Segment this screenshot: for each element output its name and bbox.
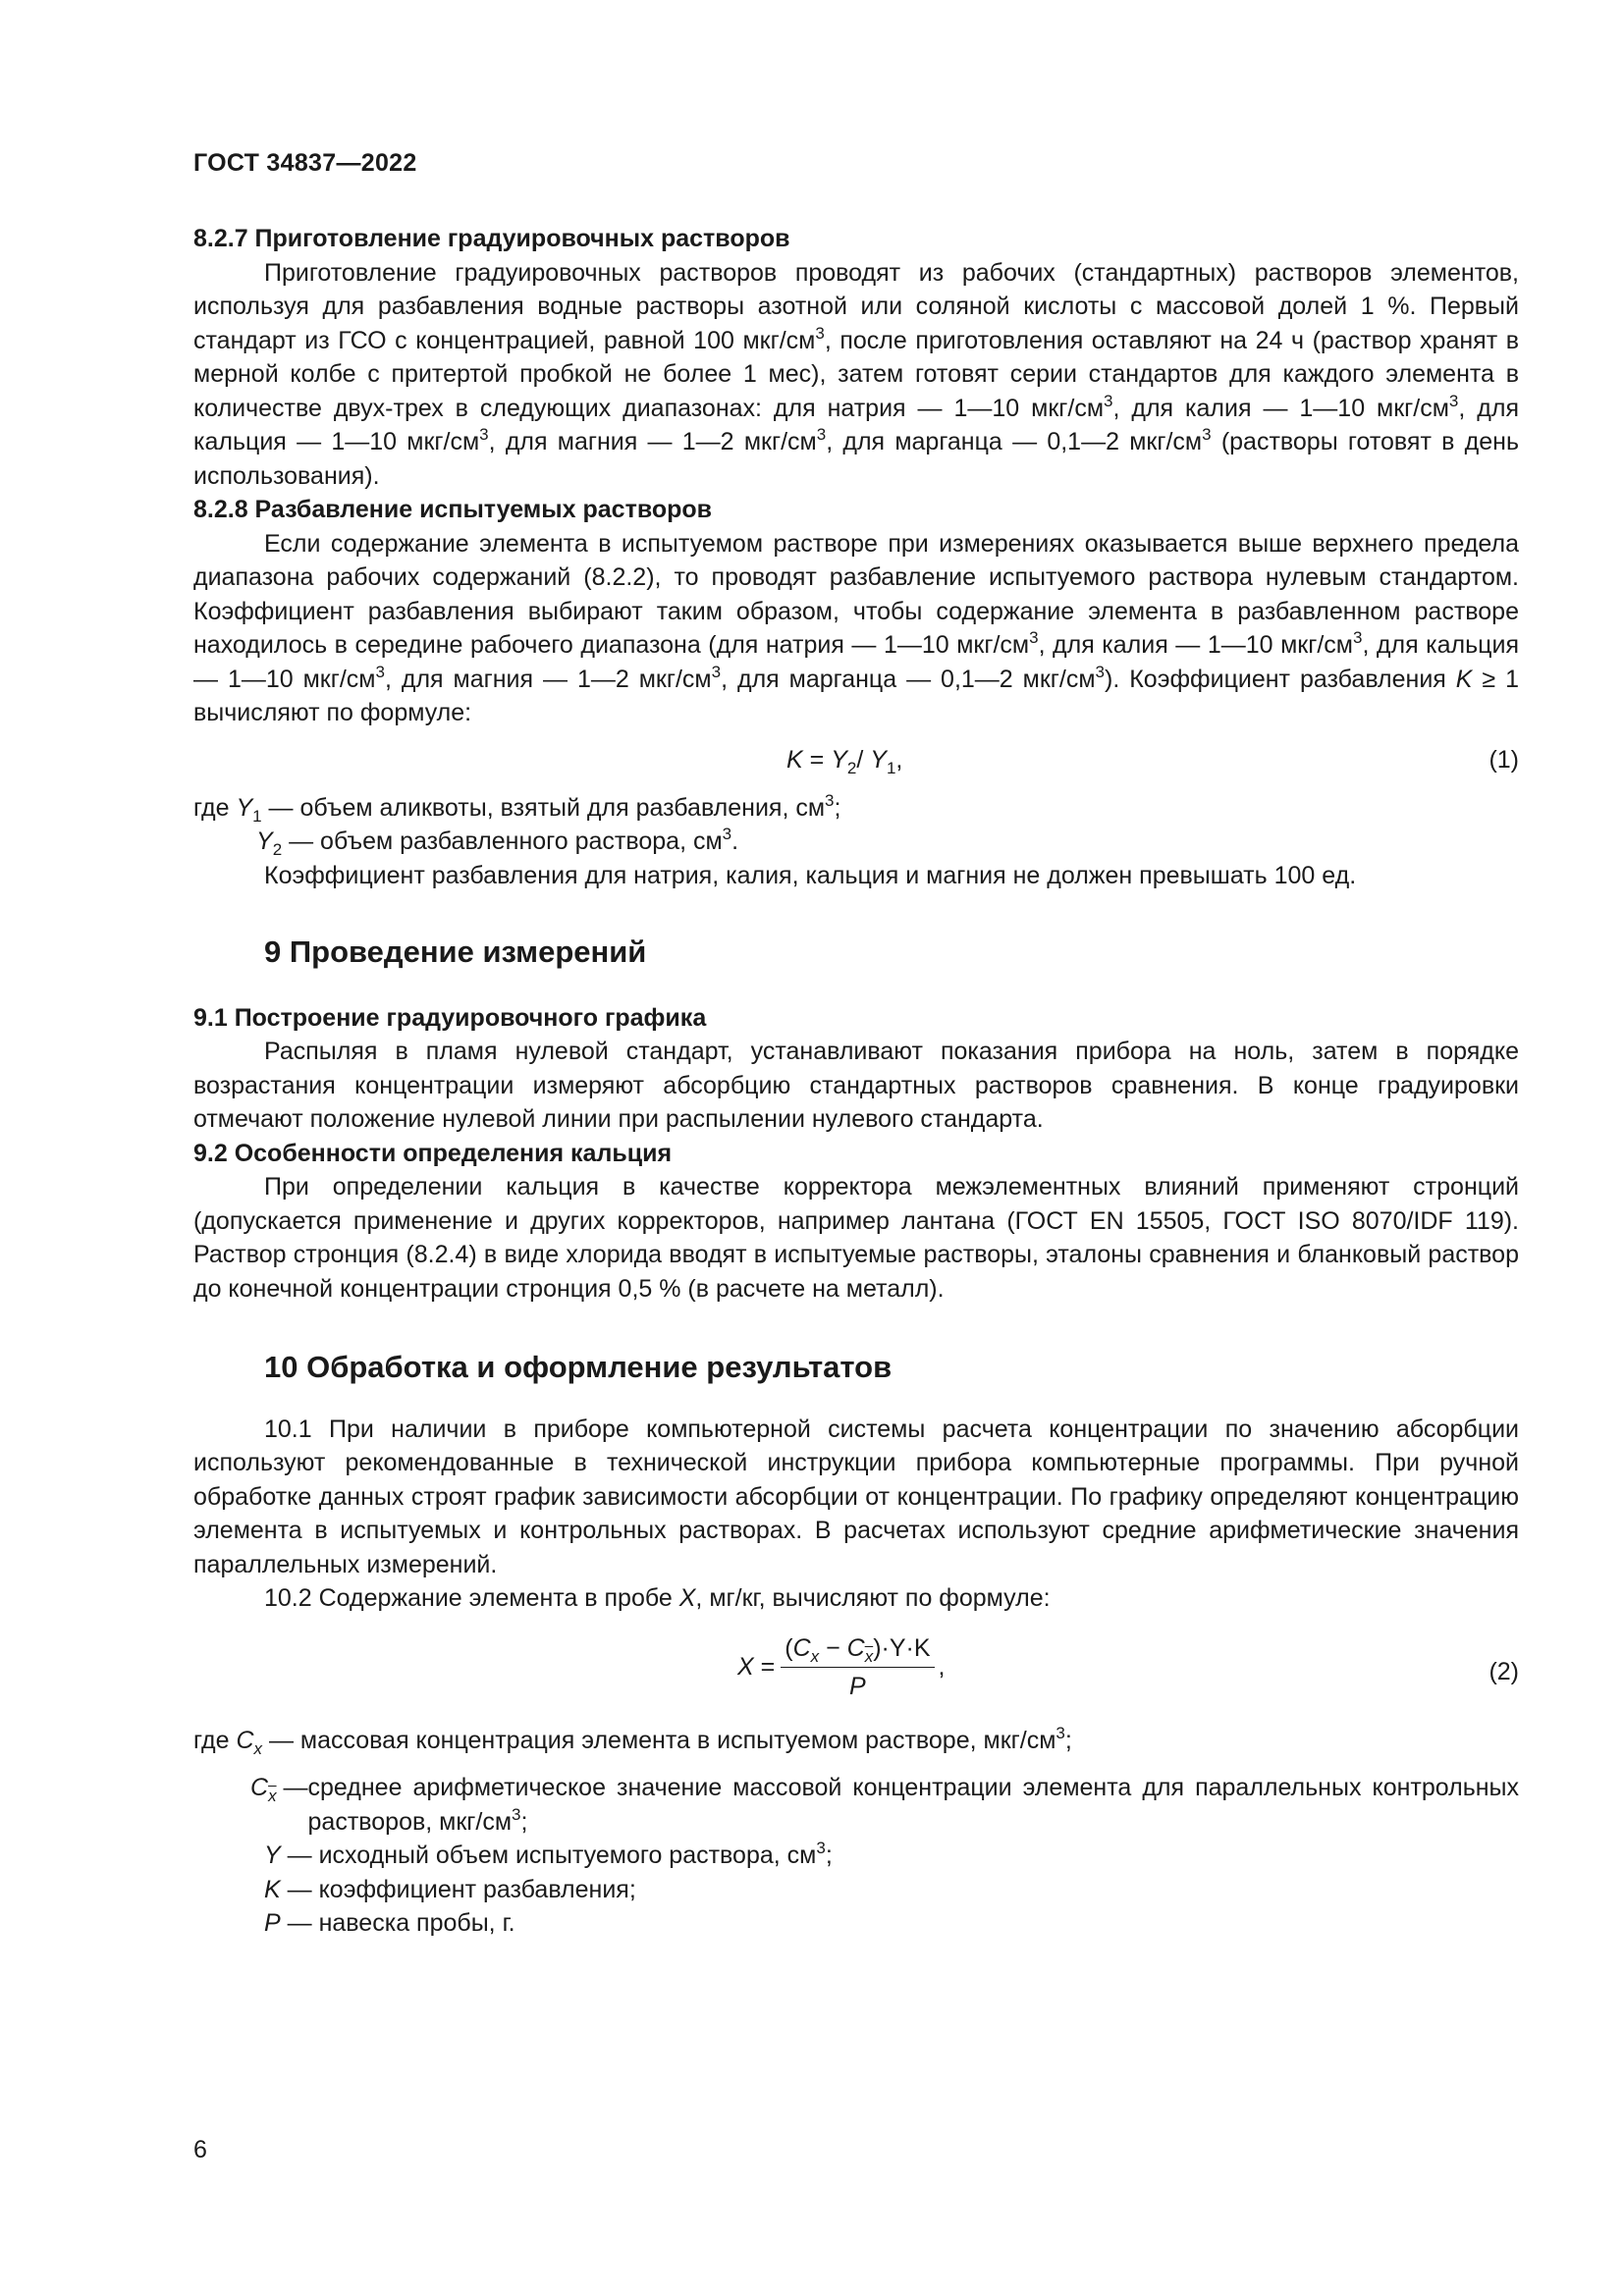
subsection-heading-8-2-7: 8.2.7 Приготовление градуировочных растворов: [193, 225, 790, 252]
formula-2-where-k: K — коэффициент разбавления;: [264, 1875, 636, 1903]
formula-2: [193, 1626, 1519, 1724]
paragraph-10-1: 10.1 При наличии в приборе компьютерной системы расчета концентрации по значению абсорбции используют рекомендованные в технической инструкции прибора компьютерные программы. При ручной обработке данных строят график зависимости абсорбции от концентрации. По графику определяют концентрацию элемента в испытуемых и контрольных растворах. В расчетах используют средние арифметические значения параллельных измерений.: [193, 1415, 1519, 1578]
paragraph-10-2: 10.2 Содержание элемента в пробе X, мг/кг, вычисляют по формуле:: [264, 1584, 1051, 1612]
paragraph-8-2-7: Приготовление градуировочных растворов проводят из рабочих (стандартных) растворов элементов, используя для разбавления водные растворы азотной или соляной кислоты с массовой долей 1 %. Первый стандарт из ГСО с концентрацией, равной 100 мкг/$см^3$, после приготовления оставляют на 24 ч (раствор хранят в мерной колбе с притертой пробкой не более 1 мес), затем готовят серии стандартов для каждого элемента в количестве двух-трех в следующих диапазонах: для натрия — 1—10 мкг/$см^3$, для калия — 1—10 мкг/$см^3$, для кальция — 1—10 мкг/$см^3$, для магния — 1—2 мкг/$см^3$, для марганца — 0,1—2 мкг/$см^3$ (растворы готовят в день использования).: [193, 258, 1520, 490]
formula-2-fraction: [781, 1631, 934, 1704]
formula-2-where-p: P — навеска пробы, г.: [264, 1909, 515, 1937]
formula-2-number: (2): [1489, 1657, 1519, 1685]
subsection-heading-9-2: 9.2 Особенности определения кальция: [193, 1139, 673, 1167]
formula-1-number: (1): [1489, 745, 1519, 774]
formula-2-expression: X = $\frac{(C_x - C_{\overline{x}})\cdot Y\cdot K}{P}$ ,: [737, 1631, 950, 1704]
paragraph-9-1: Распыляя в пламя нулевой стандарт, устанавливают показания прибора на ноль, затем в порядке возрастания концентрации измеряют абсорбцию стандартных растворов сравнения. В конце градуировки отмечают положение нулевой линии при распылении нулевого стандарта.: [193, 1038, 1519, 1133]
paragraph-8-2-8: Если содержание элемента в испытуемом растворе при измерениях оказывается выше верхнего предела диапазона рабочих содержаний (8.2.2), то проводят разбавление испытуемого раствора нулевым стандартом. Коэффициент разбавления выбирают таким образом, чтобы содержание элемента в разбавленном растворе находилось в середине рабочего диапазона (для натрия — 1—10 мкг/$см^3$, для калия — 1—10 мкг/$см^3$, для кальция — 1—10 мкг/$см^3$, для магния — 1—2 мкг/$см^3$, для марганца — 0,1—2 мкг/$см^3$). Коэффициент разбавления K ≥ 1 вычисляют по формуле:: [193, 529, 1519, 726]
formula-2-numerator: $(C_x - C_{\overline{x}})\cdot Y\cdot K$: [781, 1631, 934, 1669]
formula-2-where-y: Y — исходный объем испытуемого раствора, $см^3$;: [264, 1839, 833, 1869]
subsection-heading-8-2-8: 8.2.8 Разбавление испытуемых растворов: [193, 496, 713, 523]
document-header: ГОСТ 34837—2022: [193, 149, 417, 177]
page-number: 6: [193, 2136, 207, 2163]
section-heading-10: 10 Обработка и оформление результатов: [264, 1350, 893, 1384]
formula-1: [193, 730, 1519, 791]
formula-1-where-y2: $Y_2$ — объем разбавленного раствора, $см^3$.: [256, 825, 739, 859]
dilution-note: Коэффициент разбавления для натрия, калия, кальция и магния не должен превышать 100 ед.: [264, 861, 1357, 889]
formula-1-expression: $K = Y_2/$ $Y_1$,: [786, 745, 903, 777]
subsection-heading-9-1: 9.1 Построение градуировочного графика: [193, 1003, 707, 1032]
formula-2-where-cx-mean: $C_{\overline{x}}$ — среднее арифметическое значение массовой концентрации элемента для параллельных контрольных растворов, мкг/$см^3$;: [250, 1774, 1519, 1836]
paragraph-9-2: При определении кальция в качестве корректора межэлементных влияний применяют стронций (допускается применение и других корректоров, например лантана (ГОСТ EN 15505, ГОСТ ISO 8070/IDF 119). Раствор стронция (8.2.4) в виде хлорида вводят в испытуемые растворы, эталоны сравнения и бланковый раствор до конечной концентрации стронция 0,5 % (в расчете на металл).: [193, 1173, 1519, 1303]
formula-2-denominator: P: [849, 1673, 866, 1700]
formula-2-where-cx: где $C_x$ — массовая концентрация элемента в испытуемом растворе, мкг/$см^3$;: [193, 1723, 1072, 1758]
document-body: [193, 222, 1519, 1941]
section-heading-9: 9 Проведение измерений: [264, 934, 647, 969]
formula-1-where-y1: где $Y_1$ — объем аликвоты, взятый для разбавления, $см^3$;: [193, 790, 841, 826]
